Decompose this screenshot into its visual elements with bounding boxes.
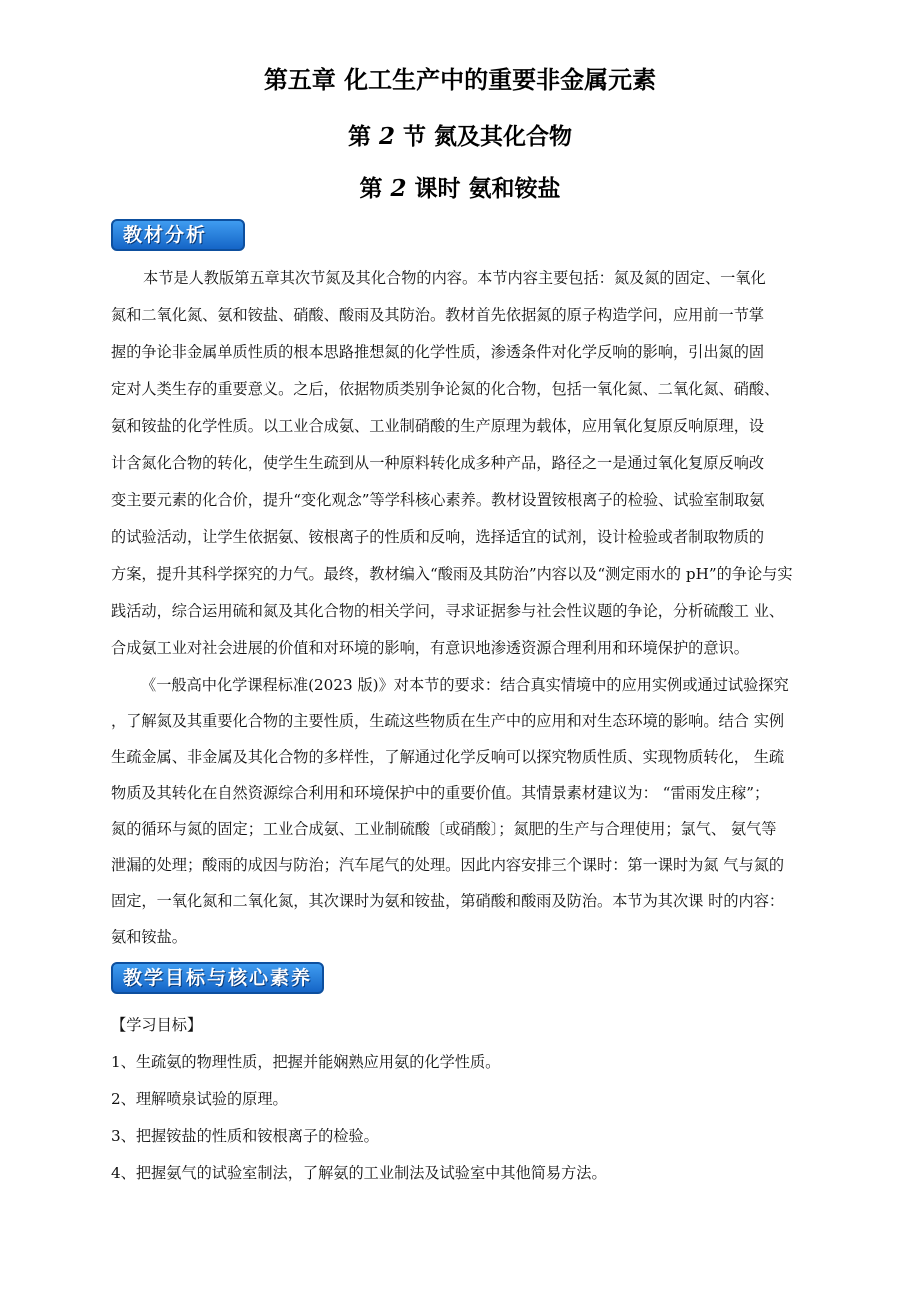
lesson-suffix: 课时 氨和铵盐 (414, 176, 561, 202)
standard-line: 氮的循环与氮的固定；工业合成氨、工业制硫酸〔或硝酸〕；氮肥的生产与合理使用；氯气、 氨气等 (111, 820, 777, 838)
standard-line: 物质及其转化在自然资源综合利用和环境保护中的重要价值。其情景素材建议为： “雷雨发庄稼”； (111, 784, 770, 802)
standard-line: 固定，一氧化氮和二氧化氮，其次课时为氨和铵盐，第硝酸和酸雨及防治。本节为其次课 时的内容： (111, 892, 785, 910)
analysis-line: 践活动，综合运用硫和氮及其化合物的相关学问，寻求证据参与社会性议题的争论，分析硫酸工 业、 (111, 602, 785, 620)
section-number: 2 (378, 123, 395, 150)
objective-item: 4、把握氨气的试验室制法，了解氨的工业制法及试验室中其他简易方法。 (111, 1164, 607, 1182)
analysis-badge: 教材分析 (111, 219, 245, 251)
objective-item: 1、生疏氨的物理性质，把握并能娴熟应用氨的化学性质。 (111, 1053, 501, 1071)
analysis-line: 合成氨工业对社会进展的价值和对环境的影响，有意识地渗透资源合理利用和环境保护的意识。 (111, 639, 749, 657)
chapter-title: 第五章 化工生产中的重要非金属元素 (263, 66, 657, 94)
section-prefix: 第 (347, 124, 371, 150)
objective-item: 2、理解喷泉试验的原理。 (111, 1090, 288, 1108)
analysis-line: 的试验活动，让学生依据氨、铵根离子的性质和反响，选择适宜的试剂，设计检验或者制取物质的 (111, 528, 765, 546)
analysis-line: 计含氮化合物的转化，使学生生疏到从一种原料转化成多种产品，路径之一是通过氧化复原反响改 (111, 454, 765, 472)
standard-line: 氨和铵盐。 (111, 928, 187, 946)
section-title (0, 118, 920, 151)
objectives-heading: 【学习目标】 (111, 1016, 203, 1034)
analysis-line: 握的争论非金属单质性质的根本思路推想氮的化学性质，渗透条件对化学反响的影响，引出氮的固 (111, 343, 765, 361)
lesson-number: 2 (390, 175, 407, 202)
analysis-line: 氮和二氧化氮、氨和铵盐、硝酸、酸雨及其防治。教材首先依据氮的原子构造学问，应用前一节掌 (111, 306, 765, 324)
analysis-line: 方案，提升其科学探究的力气。最终，教材编入“酸雨及其防治”内容以及“测定雨水的 pH”的争论与实 (111, 565, 793, 583)
standard-line: 泄漏的处理；酸雨的成因与防治；汽车尾气的处理。因此内容安排三个课时：第一课时为氮 气与氮的 (111, 856, 785, 874)
standard-line: 生疏金属、非金属及其化合物的多样性，了解通过化学反响可以探究物质性质、实现物质转化， 生疏 (111, 748, 785, 766)
analysis-line: 氨和铵盐的化学性质。以工业合成氨、工业制硝酸的生产原理为载体，应用氧化复原反响原理，设 (111, 417, 765, 435)
analysis-line: 定对人类生存的重要意义。之后，依据物质类别争论氮的化合物，包括一氧化氮、二氧化氮、硝酸、 (111, 380, 780, 398)
analysis-line: 变主要元素的化合价，提升“变化观念”等学科核心素养。教材设置铵根离子的检验、试验室制取氨 (111, 491, 765, 509)
analysis-line: 本节是人教版第五章其次节氮及其化合物的内容。本节内容主要包括：氮及氮的固定、一氧化 (143, 269, 766, 287)
goals-badge: 教学目标与核心素养 (111, 962, 324, 994)
lesson-title (0, 170, 920, 203)
standard-line: ，了解氮及其重要化合物的主要性质，生疏这些物质在生产中的应用和对生态环境的影响。结合 实例 (111, 712, 785, 730)
section-suffix: 节 氮及其化合物 (403, 124, 573, 150)
standard-line: 《一般高中化学课程标准(2023 版)》对本节的要求：结合真实情境中的应用实例或通过试验探究 (141, 676, 789, 694)
objective-item: 3、把握铵盐的性质和铵根离子的检验。 (111, 1127, 379, 1145)
lesson-prefix: 第 (359, 176, 383, 202)
